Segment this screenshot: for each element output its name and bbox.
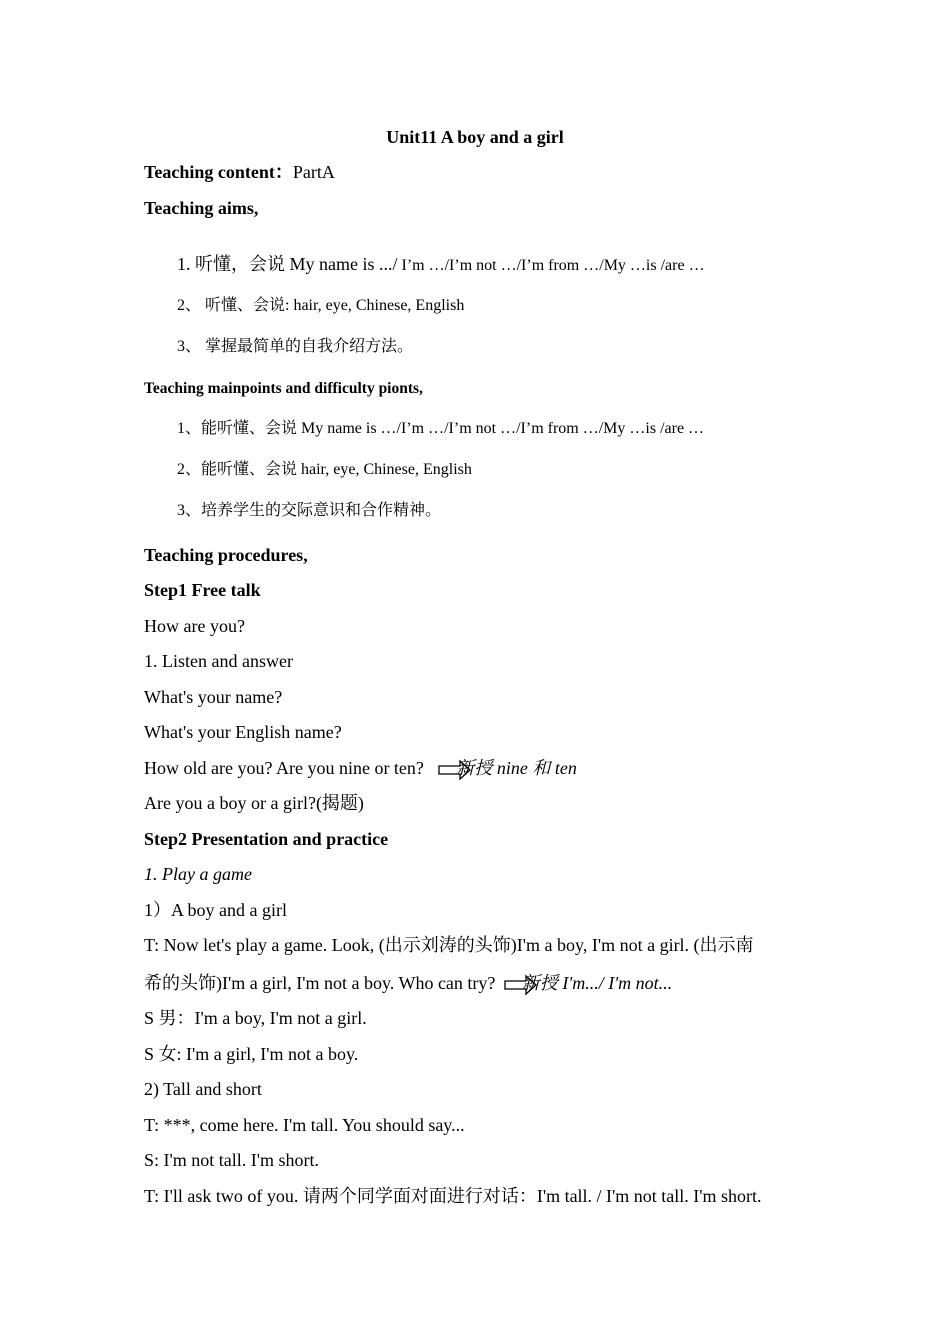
step2-line-9: S: I'm not tall. I'm short.	[144, 1150, 319, 1170]
mainpoint-item-1: 1、能听懂、会说 My name is …/I’m …/I’m not …/I’m from …/My …is /are …	[177, 420, 705, 437]
step2-line-5: S 男：I'm a boy, I'm not a girl.	[144, 1008, 367, 1028]
step2-line-7: 2) Tall and short	[144, 1079, 262, 1099]
mainpoint-item-3: 3、培养学生的交际意识和合作精神。	[177, 502, 442, 519]
step2-line-3: T: Now let's play a game. Look, (出示刘涛的头饰)I'm a boy, I'm not a girl. (出示南	[144, 935, 754, 955]
mainpoints-heading: Teaching mainpoints and difficulty pionts,	[144, 380, 423, 397]
step1-line-1: How are you?	[144, 616, 245, 636]
step1-line-2: 1. Listen and answer	[144, 651, 293, 671]
step1-heading: Step1 Free talk	[144, 580, 261, 600]
step2-heading: Step2 Presentation and practice	[144, 829, 389, 849]
step2-line-4	[144, 972, 672, 996]
step2-line-8: T: ***, come here. I'm tall. You should say...	[144, 1115, 465, 1135]
step1-line-4: What's your English name?	[144, 722, 342, 742]
step2-line-6: S 女: I'm a girl, I'm not a boy.	[144, 1044, 359, 1064]
aim-item-1-lead: 1. 听懂，会说 My name is .../	[177, 254, 398, 274]
aims-heading: Teaching aims,	[144, 198, 259, 218]
aim-item-2: 2、 听懂、会说: hair, eye, Chinese, English	[177, 297, 465, 314]
procedures-heading: Teaching procedures,	[144, 545, 308, 565]
step1-line-5-note: 新授 nine 和 ten	[456, 758, 577, 778]
mainpoint-item-2: 2、能听懂、会说 hair, eye, Chinese, English	[177, 461, 472, 478]
teaching-content-value: PartA	[292, 162, 335, 182]
step1-line-3: What's your name?	[144, 687, 283, 707]
teaching-content-label: Teaching content：	[144, 162, 293, 182]
step2-line-10: T: I'll ask two of you. 请两个同学面对面进行对话：I'm tall. / I'm not tall. I'm short.	[144, 1186, 762, 1206]
aim-item-3: 3、 掌握最简单的自我介绍方法。	[177, 338, 414, 355]
teaching-content	[144, 161, 335, 183]
step2-line-1: 1. Play a game	[144, 864, 252, 884]
step1-line-6: Are you a boy or a girl?(揭题)	[144, 793, 364, 813]
aim-item-1	[177, 253, 705, 277]
step2-line-4-text: 希的头饰)I'm a girl, I'm not a boy. Who can try?	[144, 973, 496, 993]
aim-item-1-rest: I’m …/I’m not …/I’m from …/My …is /are …	[397, 257, 705, 274]
step2-line-2: 1）A boy and a girl	[144, 900, 287, 920]
step1-line-5-text: How old are you? Are you nine or ten?	[144, 758, 424, 778]
step1-line-5	[144, 757, 577, 781]
document-title: Unit11 A boy and a girl	[386, 127, 564, 147]
step2-line-4-note: 新授 I'm.../ I'm not...	[521, 973, 673, 993]
